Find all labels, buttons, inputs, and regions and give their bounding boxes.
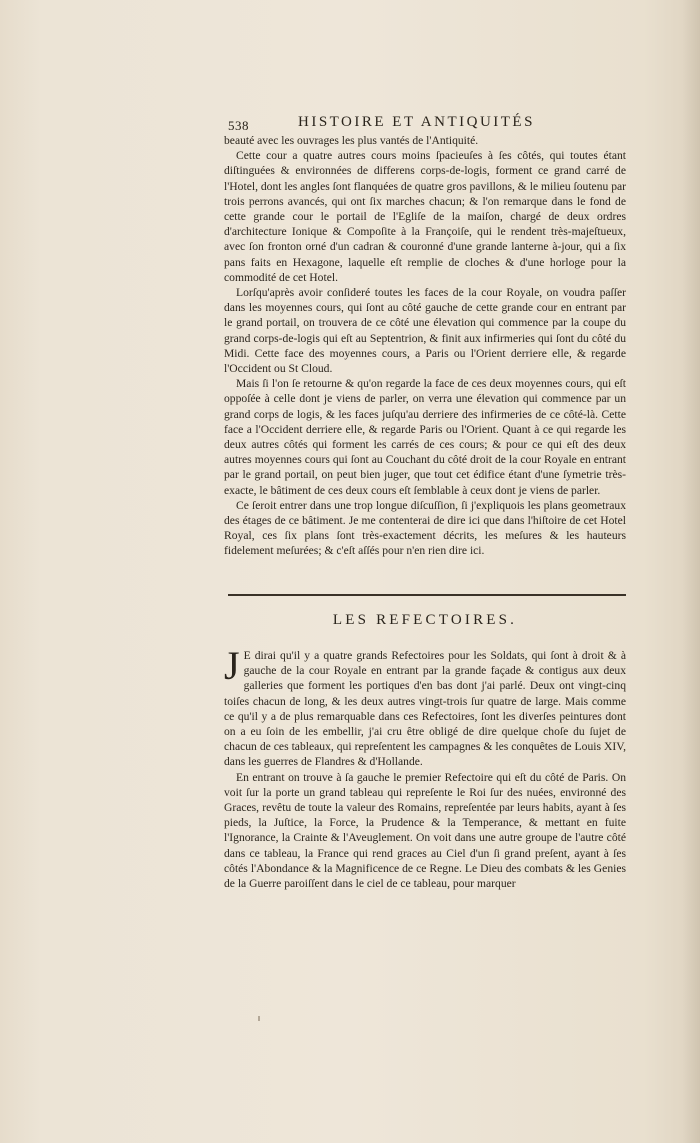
ink-mark [258, 1016, 260, 1021]
opening-paragraph-text: E dirai qu'il y a quatre grands Refectoires pour les Soldats, qui ſont à droit & à gauche de la cour Royale en entrant par la grande façade & contigus aux deux galleries que forment les portiques d'en bas dont j'ai parlé. Deux ont vingt-cinq toiſes chacun de long, & les deux autres vingt-trois ſur quatre de large. Mais comme ce qu'il y a de plus remarquable dans ces Refectoires, ſont les diverſes peintures dont on a eu ſoin de les embellir, j'ai cru être obligé de dire quelque choſe du ſujet de chacun de ces tableaux, qui repreſentent les campagnes & les conquêtes de Louis XIV, dans les guerres de Flandres & d'Hollande. [224, 649, 626, 769]
paragraph: En entrant on trouve à ſa gauche le premier Refectoire qui eſt du côté de Paris. On voit ſur la porte un grand tableau qui repreſente le Roi ſur des nuées, environné des Graces, revêtu de toute la valeur des Romains, repreſentée par leurs habits, ayant à ſes pieds, la Juſtice, la Force, la Prudence & la Temperance, & mettant en fuite l'Ignorance, la Crainte & l'Aveuglement. On voit dans une autre groupe de l'autre côté dans ce tableau, la France qui rend graces au Ciel d'un ſi grand preſent, ayant à ſes côtés l'Abondance & la Magnificence de ce Regne. Le Dieu des combats & les Genies de la Guerre paroiſſent dans le ciel de ce tableau, pour marquer [224, 770, 626, 891]
running-title: HISTOIRE ET ANTIQUITÉS [298, 114, 535, 130]
paragraph: Cette cour a quatre autres cours moins ſpacieuſes à ſes côtés, qui toutes étant diſtinguées & environnées de differens corps-de-logis, forment ce grand carré de l'Hotel, dont les angles ſont flanquées de quatre gros pavillons, & le milieu ſoutenu par trois perrons avancés, qui ont ſix marches chacun; & l'on remarque dans le fond de cette grande cour le portail de l'Egliſe de la maiſon, chargé de deux ordres d'architecture Ionique & Compoſite à la Françoiſe, qui le rendent très-majeſtueux, avec ſon fronton orné d'un cadran & couronné d'une grande lanterne à-jour, qui a ſix pans faits en Hexagone, laquelle eſt remplie de cloches & d'une horloge pour la commodité de cet Hotel. [224, 149, 626, 284]
paragraph-continuation: beauté avec les ouvrages les plus vantés de l'Antiquité. [224, 134, 479, 147]
opening-paragraph [224, 643, 626, 770]
page-fold-shadow [682, 0, 700, 1143]
section-body-1 [224, 133, 626, 559]
paragraph: Mais ſi l'on ſe retourne & qu'on regarde la face de ces deux moyennes cours, qui eſt oppoſée à celle dont je viens de parler, on verra une élevation qui commence par un grand corps de logis, & les faces juſqu'au derriere des infirmeries de ce côté-là. Cette face a l'Occident derriere elle, & regarde Paris ou l'Orient. Quant à ce qui regarde les deux autres côtés qui forment les carrés de ces cours; & pour ce qui eſt des deux autres moyennes cours qui ſont au Couchant du côté droit de la cour Royale en entrant par le grand portail, on peut bien juger, que tout cet édifice étant d'une ſymetrie très-exacte, le bâtiment de ces deux cours eſt ſemblable à ceux dont je viens de parler. [224, 377, 626, 497]
section-heading: LES REFECTOIRES. [332, 612, 518, 628]
page-header [228, 114, 628, 134]
section-divider [228, 594, 626, 596]
section-body-2 [224, 643, 626, 891]
page-number: 538 [228, 118, 249, 133]
paragraph: Ce ſeroit entrer dans une trop longue diſcuſſion, ſi j'expliquois les plans geometraux des étages de ce bâtiment. Je me contenterai de dire ici que dans l'hiſtoire de cet Hotel Royal, ces ſix plans ſont très-exactement décrits, les meſures & les hauteurs fidelement meſurées; & c'eſt aſſés pour n'en rien dire ici. [224, 498, 626, 558]
drop-cap: J [224, 643, 240, 688]
paragraph: Lorſqu'après avoir conſideré toutes les faces de la cour Royale, on voudra paſſer dans les moyennes cours, qui ſont au côté gauche de cette grande cour en entrant par le grand portail, on trouvera de ce côté une élevation qui commence par la coupe du grand corps-de-logis qui eſt au Septentrion, & finit aux infirmeries qui ſont du côté du Midi. Cette face des moyennes cours, a Paris ou l'Orient derriere elle, & regarde l'Occident ou St Cloud. [224, 286, 626, 376]
